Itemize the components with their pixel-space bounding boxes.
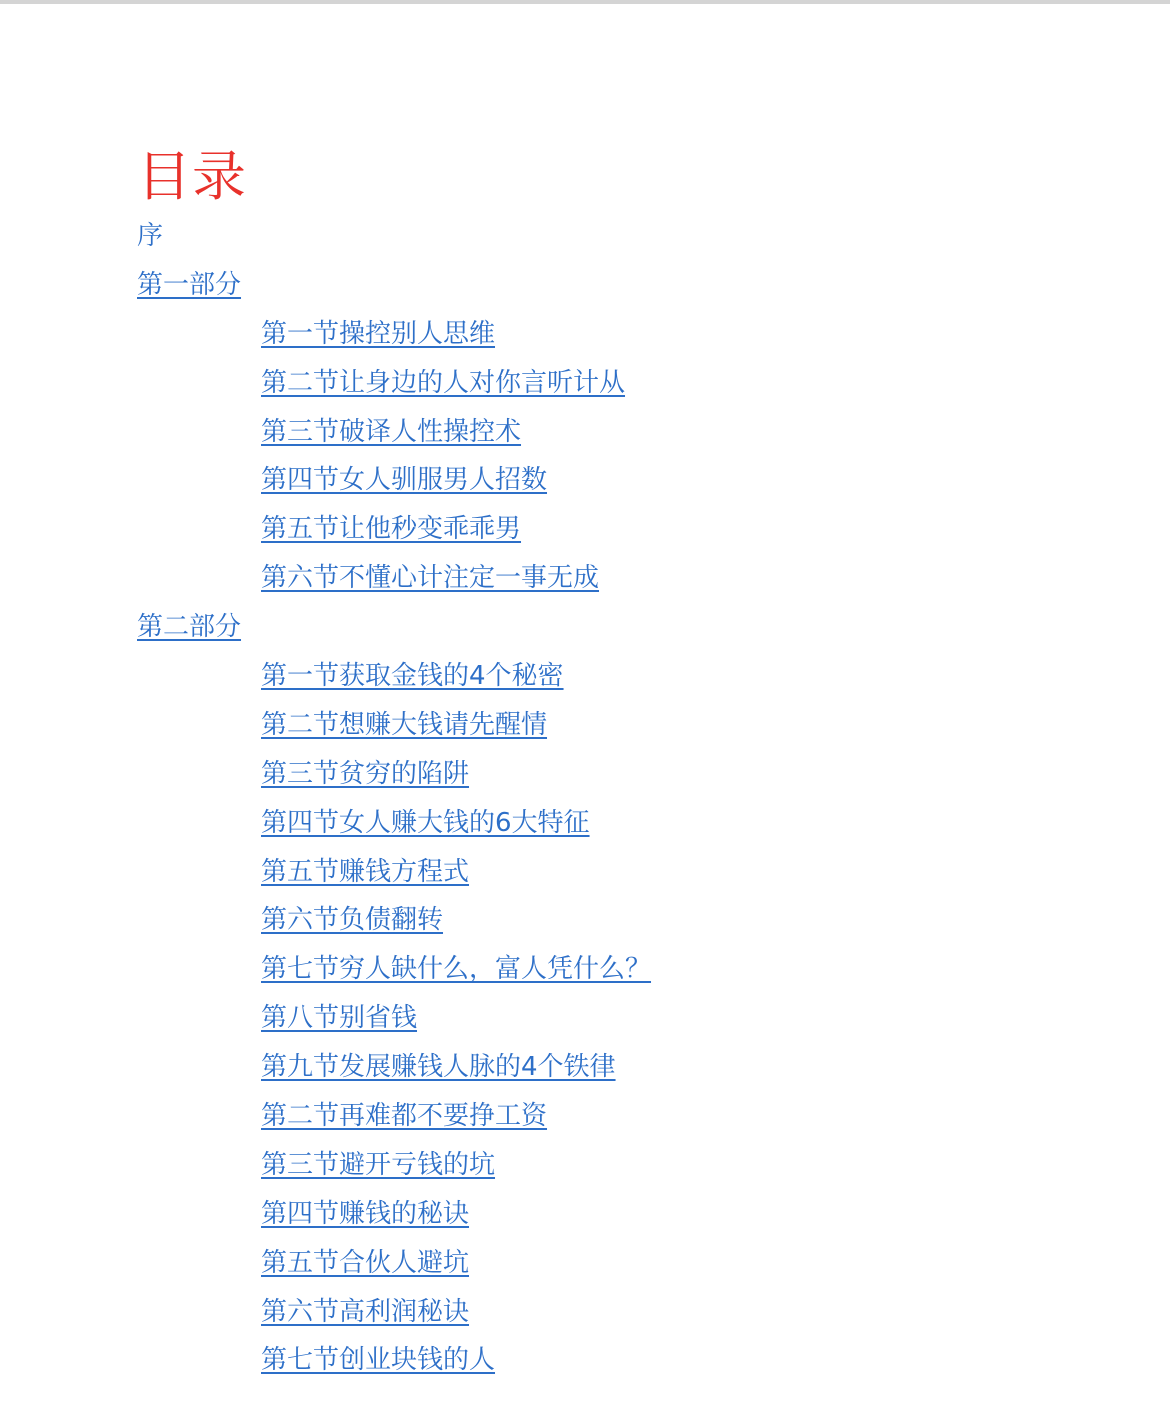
toc-part-entry	[0, 603, 1170, 652]
toc-section-entry	[0, 1190, 1170, 1239]
toc-link[interactable]: 第二节想赚大钱请先醒情	[261, 709, 548, 740]
toc-link[interactable]: 第六节不懂心计注定一事无成	[261, 563, 600, 594]
toc-part-entry	[0, 261, 1170, 310]
toc-link[interactable]: 第五节让他秒变乖乖男	[261, 514, 522, 545]
toc-link[interactable]: 第二节再难都不要挣工资	[261, 1101, 548, 1132]
toc-link[interactable]: 第一节获取金钱的4个秘密	[261, 661, 564, 692]
toc-section-entry	[0, 896, 1170, 945]
toc-link[interactable]: 第二节让身边的人对你言听计从	[261, 367, 626, 398]
toc-link[interactable]: 第三节避开亏钱的坑	[261, 1149, 496, 1180]
toc-section-entry	[0, 799, 1170, 848]
toc-section-entry	[0, 310, 1170, 359]
toc-link[interactable]: 第七节创业块钱的人	[261, 1345, 496, 1376]
toc-section-entry	[0, 994, 1170, 1043]
toc-section-entry	[0, 652, 1170, 701]
toc-section-entry	[0, 1239, 1170, 1288]
toc-link[interactable]: 第一部分	[137, 269, 242, 300]
toc-link[interactable]: 第二部分	[137, 612, 242, 643]
toc-link[interactable]: 第八节别省钱	[261, 1003, 418, 1034]
toc-section-entry	[0, 750, 1170, 799]
toc-link[interactable]: 第六节高利润秘诀	[261, 1296, 470, 1327]
toc-link[interactable]: 第九节发展赚钱人脉的4个铁律	[261, 1052, 616, 1083]
toc-link[interactable]: 第五节合伙人避坑	[261, 1247, 470, 1278]
toc-list	[0, 212, 1170, 1385]
toc-title: 目录	[137, 145, 247, 208]
toc-heading: 序	[137, 221, 164, 251]
toc-section-entry	[0, 701, 1170, 750]
toc-section-entry	[0, 1043, 1170, 1092]
toc-section-entry	[0, 1092, 1170, 1141]
toc-link[interactable]: 第四节女人赚大钱的6大特征	[261, 807, 590, 838]
toc-section-entry	[0, 554, 1170, 603]
toc-section-entry	[0, 1288, 1170, 1337]
toc-link[interactable]: 第五节赚钱方程式	[261, 856, 470, 887]
toc-section-entry	[0, 408, 1170, 457]
toc-link[interactable]: 第六节负债翻转	[261, 905, 444, 936]
toc-part-entry	[0, 212, 1170, 261]
toc-section-entry	[0, 848, 1170, 897]
toc-link[interactable]: 第四节女人驯服男人招数	[261, 465, 548, 496]
toc-link[interactable]: 第三节贫穷的陷阱	[261, 758, 470, 789]
toc-section-entry	[0, 505, 1170, 554]
toc-section-entry	[0, 1336, 1170, 1385]
toc-section-entry	[0, 1141, 1170, 1190]
toc-section-entry	[0, 456, 1170, 505]
toc-section-entry	[0, 359, 1170, 408]
toc-link[interactable]: 第一节操控别人思维	[261, 318, 496, 349]
toc-link[interactable]: 第七节穷人缺什么，富人凭什么？	[261, 954, 652, 985]
toc-link[interactable]: 第四节赚钱的秘诀	[261, 1198, 470, 1229]
toc-link[interactable]: 第三节破译人性操控术	[261, 416, 522, 447]
toc-section-entry	[0, 945, 1170, 994]
